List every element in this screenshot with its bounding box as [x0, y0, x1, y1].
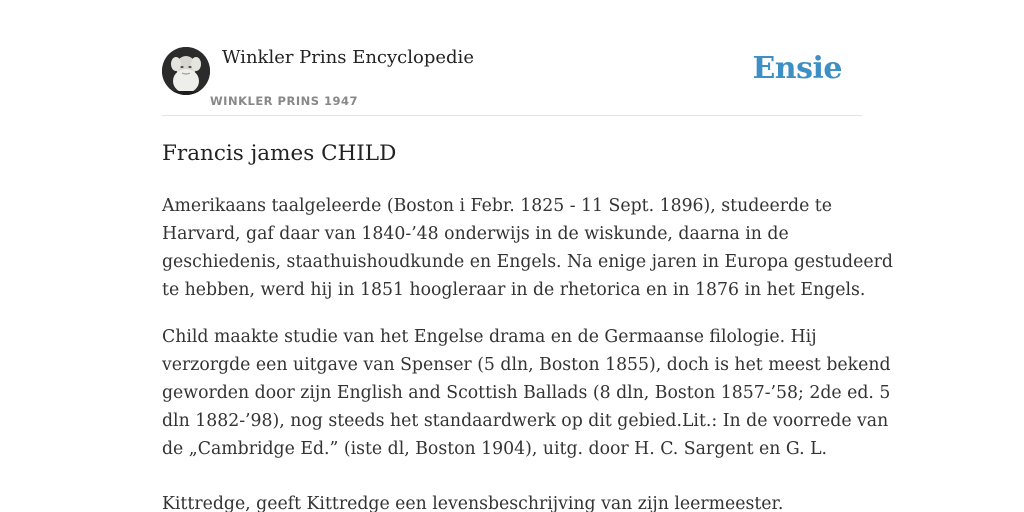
paragraph-line: verzorgde een uitgave van Spenser (5 dln, Boston 1855), doch is het meest bekend: [162, 355, 891, 375]
article-paragraph: [162, 323, 891, 463]
page-container: [162, 0, 893, 512]
ensie-logo[interactable]: Ensie: [752, 51, 842, 86]
paragraph-line: Kittredge, geeft Kittredge een levensbeschrijving van zijn leermeester.: [162, 494, 784, 512]
paragraph-line: geworden door zijn English and Scottish Ballads (8 dln, Boston 1857-’58; 2de ed. 5: [162, 383, 891, 403]
paragraph-line: Harvard, gaf daar van 1840-’48 onderwijs in de wiskunde, daarna in de: [162, 224, 789, 244]
source-subtitle[interactable]: WINKLER PRINS 1947: [210, 94, 359, 108]
paragraph-line: dln 1882-’98), nog steeds het standaardwerk op dit gebied.Lit.: In de voorrede van: [162, 411, 889, 431]
article-paragraph: [162, 490, 862, 512]
portrait-avatar-icon[interactable]: [162, 47, 210, 95]
paragraph-line: te hebben, werd hij in 1851 hoogleraar in de rhetorica en in 1876 in het Engels.: [162, 280, 866, 300]
article-title: Francis james CHILD: [162, 141, 397, 166]
source-header: [162, 0, 862, 116]
paragraph-line: Amerikaans taalgeleerde (Boston i Febr. 1825 - 11 Sept. 1896), studeerde te: [162, 196, 832, 216]
article-paragraph: [162, 192, 893, 304]
paragraph-line: de „Cambridge Ed.” (iste dl, Boston 1904), uitg. door H. C. Sargent en G. L.: [162, 439, 828, 459]
paragraph-line: Child maakte studie van het Engelse drama en de Germaanse filologie. Hij: [162, 327, 817, 347]
source-title[interactable]: Winkler Prins Encyclopedie: [222, 47, 474, 68]
portrait-illustration: [162, 47, 210, 95]
paragraph-line: geschiedenis, staathuishoudkunde en Engels. Na enige jaren in Europa gestudeerd: [162, 252, 893, 272]
